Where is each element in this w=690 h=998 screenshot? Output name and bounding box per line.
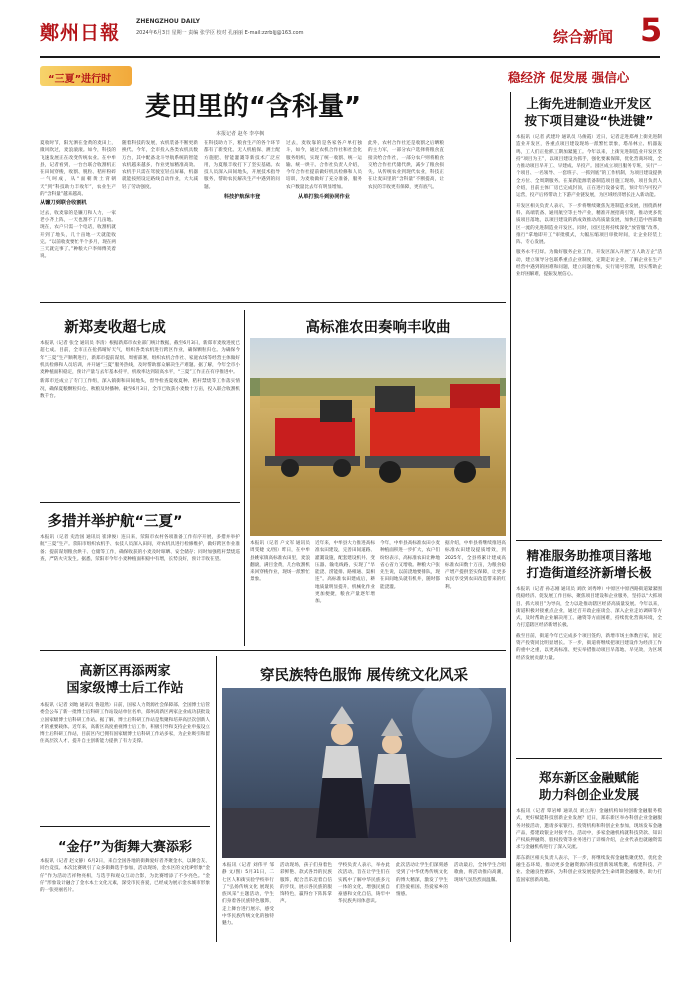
story1-col2-para: 随着科技的发展，农机装备不断更新换代。今年，全市投入各类农机具数万台，其中配备北斗导航系统的智能农机越来越多，作业更加精准高效。农机手只需在驾驶室轻点屏幕，机器就能按照设定路线自动作业，大大减轻了劳动强度。 <box>122 141 198 190</box>
story8-para: 本报讯（记者 刘地 通讯员 鲁超然）日前，国家人力资源社会保障部、全国博士后管委会公布了新一批博士后科研工作站设站单位名单，郑州高新区两家企业成功获批设立国家级博士后科研工作站。据了解，博士后科研工作站是集聚和培养高层次创新人才的重要载体。近年来，高新区高度重视博士后工作，积极引导和支持企业申报设立博士后科研工作站，目前区内已拥有国家级博士后科研工作站多家，为企业吸引和留住高层次人才、提升自主创新能力提供了有力支撑。 <box>40 703 210 745</box>
story1-subhead-1: 从镰刀到联合收割机 <box>40 200 87 207</box>
story3-body <box>40 534 240 646</box>
slogan: 稳经济 促发展 强信心 <box>508 70 630 85</box>
masthead <box>0 0 690 56</box>
story6-headline-line2: 打造街道经济新增长极 <box>526 565 652 580</box>
story2-headline: 新郑麦收超七成 <box>64 320 166 336</box>
story10-col2 <box>280 862 332 942</box>
story5-bottom-rule <box>516 540 662 541</box>
story10-col4-para: 此次活动让学生们深刻感受到了中华优秀传统文化的博大精深，激发了学生们热爱祖国、热爱家乡的情感。 <box>396 863 448 898</box>
story4-caption-col1 <box>250 540 310 646</box>
story5-para2: 开发区相关负责人表示，下一步将继续聚焦先进制造业发展，围绕新材料、高端装备、通用航空等主导产业，精准开展招商引资，推动更多优质项目落地，以项目建设的新成效推动高质量发展，加快打造中西部地区一流的先进制造业开发区。同时，园区还将持续深化“放管服”改革，推行“拿地即开工”审批模式，大幅压缩项目审批时间，让企业轻装上阵、专心发展。 <box>516 203 662 246</box>
story8-bottom-rule <box>40 826 210 827</box>
combine-harvester-3 <box>450 384 500 408</box>
story10-col4 <box>396 862 448 942</box>
story1-col3-para: 在科技助力下，粮食生产的各个环节都有了新变化。无人机植保、测土配方施肥、智能灌溉等新技术广泛应用，为夏粮丰收打下了坚实基础。农技人员深入田间地头，开展技术指导服务，帮助农民解决生产中遇到的问题。 <box>204 141 280 190</box>
story2-body <box>40 340 240 500</box>
story10-col3 <box>338 862 390 942</box>
story1-bottom-rule <box>40 302 506 303</box>
story2-para2: 新郑市还成立了专门工作组，深入镇街和田间地头，督导检查夏收夏种、秸秆禁烧等工作落实情况，确保夏粮颗粒归仓、秋粮及时播种。截至6月3日，全市已收获小麦数十万亩，投入联合收割机数千台。 <box>40 379 240 400</box>
story4-col2 <box>315 540 375 646</box>
story8-body <box>40 702 210 820</box>
story1-col3 <box>204 140 280 298</box>
story7-para1: 本报讯（记者 覃岩峰 通讯员 刘立涛）金融机构如何创新金融服务模式，更好赋能科技创新企业发展？近日，郑东新区举办科创企业金融服务对接活动，邀请多家银行、投资机构和科创企业参加，现场发布金融产品，搭建政银企对接平台。活动中，多家金融机构就科技贷款、知识产权质押融资、股权投资等业务进行了详细介绍，企业代表也就融资需求与金融机构进行了深入交流。 <box>516 809 662 851</box>
story4-headline: 高标准农田奏响丰收曲 <box>305 320 451 336</box>
harvest-photo-image <box>250 338 506 536</box>
story1-subhead-2: 科技护航保丰登 <box>223 194 261 201</box>
column-divider <box>510 92 511 942</box>
story5-headline-line1: 上街先进制造业开发区 <box>526 96 652 111</box>
story5-para3: 服务永不打烊。为做好服务企业工作，开发区深入开展“万人助万企”活动，建立领导分包联系重点企业制度，定期走访企业，了解企业在生产经营中遇到的困难和问题，建立问题台账，实行销号管理，切实帮助企业纾困解难，提振发展信心。 <box>516 250 662 278</box>
story10-col2-para: 活动现场，孩子们身着色彩鲜艳、款式各异的民族服饰，配合音乐迈着自信的步伐，展示各民族的服饰特色，赢得台下阵阵掌声。 <box>280 863 332 905</box>
story6-bottom-rule <box>516 758 662 759</box>
story1-col5 <box>368 140 444 298</box>
story1-col1-para: 夏收时节，阳光洒在金黄的麦田上，微风吹过，麦浪滚滚。如今，科技的飞速发展正在改变传统农业。在中牟县，记者看到，一台台联合收割机正在田间穿梭，收割、脱粒、秸秆粉碎一气呵成，从“面朝黄土背朝天”到“科技助力丰收年”，农业生产的“含科量”越来越高。 <box>40 141 116 198</box>
story7-para2: 郑东新区相关负责人表示，下一步，将继续发挥金融集聚优势，优化金融生态环境，推动更多金融资源向科技创新领域集聚，构建科技、产业、金融良性循环，为科创企业发展提供全生命周期金融服务，助力打造国家创新高地。 <box>516 855 662 883</box>
story7-headline-line2: 助力科创企业发展 <box>538 787 639 802</box>
story9-headline: “金仔”为街舞大赛添彩 <box>57 840 193 855</box>
costume-photo-image <box>222 688 506 858</box>
story1-headline: 麦田里的“含科量” <box>144 92 362 122</box>
newspaper-logo: 鄭州日報 <box>40 22 121 44</box>
story2-bottom-rule <box>40 502 240 503</box>
story5-body <box>516 134 662 534</box>
story6-body <box>516 586 662 754</box>
newspaper-daily-en: ZHENGZHOU DAILY <box>136 18 200 25</box>
lower-vertical-divider <box>216 656 217 942</box>
story1-col1-para2: 过去，收麦靠的是镰刀和人力，一家老小齐上阵，一天也割不了几亩地。现在，农户只需一个电话，收割机就开到了地头，几十亩地一天就能收完。“以前收麦要忙半个多月，现在两三天就完事了。”种粮大户李师傅笑着说。 <box>40 210 116 260</box>
story3-headline: 多措并举护航“三夏” <box>47 514 183 530</box>
story10-caption-col1 <box>222 862 274 942</box>
story4-col3-para: 今年，中牟县高标准农田小麦种植面积进一步扩大，农户们纷纷表示，高标准农田让种地省心省力又增收。种粮大户张先生说，以前浇地要排队，现在田间地头就有机井，随时都能浇灌。 <box>380 541 440 590</box>
story6-para1: 本报讯（记者 孙志刚 通讯员 刘欣 刘秀坤）中原区中原西路街道紧紧围绕稳经济、促发展工作目标，聚焦项目建设和企业服务，坚持以“大抓项目、抓大项目”为导向，全力以赴推动辖区经济高质量发展。今年以来，街道积极对接重点企业，通过召开政企座谈会、深入企业走访调研等方式，及时帮助企业解决用工、融资等方面困难，持续优化营商环境，全力打造辖区经济新增长极。 <box>516 587 662 629</box>
story10-headline: 穿民族特色服饰 展传统文化风采 <box>259 668 469 684</box>
story6-para2: 截至目前，街道今年已完成多个项目签约，新增市场主体数百家，固定资产投资同比明显增长。下一步，街道将继续把项目建设作为经济工作的重中之重，以更高标准、更实举措推动项目早落地、早见效，为区域经济发展贡献力量。 <box>516 633 662 661</box>
story4-caption: 本报讯（记者 户文军 通讯员 周雯婕 文/图）昨日，在中牟县姚家镇高标准农田里，麦浪翻滚，满目金黄，几台收割机来回穿梭作业，现场一派繁忙景象。 <box>250 541 310 583</box>
series-tag <box>40 66 132 86</box>
harvest-photo <box>250 338 506 536</box>
section-name: 综合新闻 <box>553 28 614 46</box>
story7-headline-line1: 郑东新区金融赋能 <box>538 770 639 785</box>
story6-headline-line1: 精准服务助推项目落地 <box>526 548 652 563</box>
story4-col2-para: 近年来，中牟县大力推进高标准农田建设，完善田间道路、灌溉设施，配套建设机井、变压器、输电线路，实现了“旱能浇、涝能排、路相通、渠相连”。高标准农田建成后，耕地质量明显提升，机械化作业更加便捷，粮食产量逐年增加。 <box>315 541 375 605</box>
story4-col3 <box>380 540 440 646</box>
story1-col4 <box>286 140 362 298</box>
story9-para: 本报讯（记者 赵文静）6月2日，来自全国各地的街舞爱好者齐聚金水，以舞会友、同台竞技。本次比赛吸引了众多街舞选手参加，活动现场，金水区的文化IP形象“金仔”作为活动吉祥物亮相，与选手和观众互动合影，为比赛增添了不少亮色。“金仔”形象设计融合了金水本土文化元素，深受市民喜爱，已经成为展示金水城市形象的一张亮丽名片。 <box>40 859 210 894</box>
middle-band-rule <box>40 650 506 651</box>
story1-subhead-3: 从单打独斗到协同作业 <box>298 194 350 201</box>
story1-byline: 本报记者 赵冬 李亭枫 <box>216 131 265 137</box>
story8-headline-line1: 高新区再添两家 <box>79 664 171 679</box>
story10-col5 <box>454 862 506 942</box>
story10-col5-para: 活动最后，全体学生合唱歌曲，将活动推向高潮，现场气氛热烈而温馨。 <box>454 863 506 883</box>
issue-date-line: 2024年6月3日 星期一 责编 张学臣 校对 孔丽丽 E-mail:zzrbljj@163.com <box>136 30 304 36</box>
story1-col4-para: 过去，麦收靠的是各家各户单打独斗，如今，通过农机合作社和社会化服务组织，实现了统一收割、统一运输、统一烘干。合作社负责人介绍，今年合作社提前做好机具检修和人员培训，为麦收做好了充分准备，服务农户数量比去年有明显增加。 <box>286 141 362 190</box>
story9-body <box>40 858 210 942</box>
costume-photo <box>222 688 506 858</box>
story1-col5-para: 此外，农村合作社还是收割之后晒粮的主力军，一部分农户选择将粮食直接卖给合作社，一部分农户则将粮食交给合作社代储代烘，减少了粮食损失。从传统农业到现代农业，科技正在让麦田里的“含科量”不断提高，让农民的丰收更有保障，更有底气。 <box>368 141 444 190</box>
story4-col4-para: 据介绍，中牟县将继续推进高标准农田建设提质增效，到2025年，全县将累计建成高标准农田数十万亩，为粮食稳产增产提供坚实保障，让更多农民享受到农田改造带来的红利。 <box>445 541 506 590</box>
series-tag-label: “三夏”进行时 <box>48 74 112 85</box>
story10-caption: 本报讯（记者 刘伟平 邹静 文/图）5月31日，二七区人和街实验学校举行了“弘扬传统文化 展现民族风采”主题活动，学生们身着各民族特色服饰，走上舞台进行展示，感受中华民族传统文化的独特魅力。 <box>222 863 274 927</box>
story5-headline-line2: 按下项目建设“快进键” <box>524 113 654 128</box>
story1-col1 <box>40 140 116 298</box>
page-number: 5 <box>640 11 663 49</box>
story3-para: 本报讯（记者 史治国 通讯员 崔津俊）连日来，荥阳市农村各项准备工作有序开展，多措并举护航“三夏”生产。荥阳市组织农机手、农技人员深入田间，对农机具进行检修维护，做好跨区作业准备；提前谋划粮食烘干、仓储等工作，确保收获的小麦及时晾晒、安全储存；同时加强秸秆禁烧巡查，严防火灾发生。据悉，荥阳市今年小麦种植面积稳中有增，长势良好，预计丰收在望。 <box>40 535 240 562</box>
story10-col3-para: 学校负责人表示，举办此次活动，旨在让学生们在实践中了解中华民族多元一体的文化，增强民族自豪感和文化自信，铸牢中华民族共同体意识。 <box>338 863 390 905</box>
story1-col2 <box>122 140 198 298</box>
story5-para1: 本报讯（记者 武建玲 通讯员 马俊霞）近日，记者走进郑州上街先进制造业开发区，各重点项目建设现场一派繁忙景象，塔吊林立、机器轰鸣，工人们正抢抓工期加紧施工。今年以来，上街先进制造业开发区坚持“项目为王”，以项目建设为抓手，强化要素保障，优化营商环境，全力推动项目早开工、早建成、早投产。园区成立项目服务专班，实行“一个项目、一名领导、一套班子、一抓到底”的工作机制，为项目建设提供全方位、全周期服务。在某新能源装备制造项目施工现场，项目负责人介绍，目前主体厂房已完成封顶，正在进行设备安装，预计年内可投产运营，投产后将带动上下游产业链发展，为区域经济增长注入新动能。 <box>516 135 662 199</box>
story8-headline-line2: 国家级博士后工作站 <box>66 681 184 696</box>
story2-para1: 本报讯（记者 张全 通讯员 李清）根据新郑市农业部门统计数据，截至6月3日，新郑市麦收进度已超七成。目前，全市正在抢抓晴好天气，组织各类农机进行跨区作业，确保颗粒归仓。为确保今年“三夏”生产顺利进行，新郑市提前谋划、周密部署，组织农机合作社、家庭农场等经营主体做好机具检修和人员培训，并开通“三夏”服务热线，及时帮助群众解决生产难题。据了解，今年全市小麦种植面积稳定，预计产量与去年基本持平，机收率达到较高水平，“三夏”工作正在有序推进中。 <box>40 341 240 376</box>
left-vertical-divider <box>244 310 245 646</box>
story4-col4 <box>445 540 506 646</box>
masthead-rule <box>40 56 660 58</box>
story7-body <box>516 808 662 942</box>
